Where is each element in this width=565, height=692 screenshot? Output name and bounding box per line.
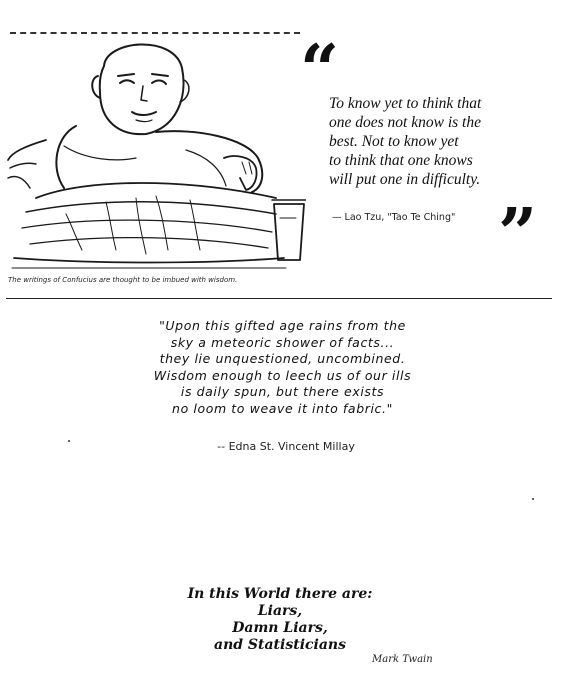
twain-quote <box>150 586 410 654</box>
quote-line: is daily spun, but there exists <box>180 384 385 399</box>
quote-line: they lie unquestioned, uncombined. <box>159 351 406 366</box>
millay-quote <box>100 318 465 417</box>
scan-speck <box>68 440 70 442</box>
open-quote-icon: “ <box>300 30 340 110</box>
quote-line: "Upon this gifted age rains from the <box>159 318 406 333</box>
illustration-caption: The writings of Confucius are thought to be imbued with wisdom. <box>8 276 238 284</box>
quote-line: one does not know is the <box>329 114 481 131</box>
close-quote-icon: ” <box>498 194 538 274</box>
millay-attribution: -- Edna St. Vincent Millay <box>217 440 355 453</box>
quote-line: sky a meteoric shower of facts... <box>170 334 395 350</box>
quote-line: Damn Liars, <box>232 620 328 636</box>
figure-head <box>100 44 184 134</box>
scan-speck <box>532 498 534 500</box>
vessel-drawing <box>274 204 304 260</box>
lao-tzu-attribution: — Lao Tzu, "Tao Te Ching" <box>332 212 456 223</box>
seated-figure-illustration <box>6 28 306 273</box>
quote-line: and Statisticians <box>214 637 346 653</box>
quote-line: In this World there are: <box>187 586 373 602</box>
quote-line: Liars, <box>257 603 303 619</box>
lao-tzu-quote <box>329 94 549 189</box>
twain-attribution: Mark Twain <box>372 654 433 665</box>
quote-line: Wisdom enough to leech us of our ills <box>153 367 412 383</box>
quote-line: best. Not to know yet <box>329 133 459 150</box>
quote-line: To know yet to think that <box>329 95 482 112</box>
quote-line: to think that one knows <box>329 152 473 169</box>
quote-line: no loom to weave it into fabric." <box>172 400 393 416</box>
section-divider <box>6 298 552 299</box>
quote-line: will put one in difficulty. <box>329 171 481 188</box>
